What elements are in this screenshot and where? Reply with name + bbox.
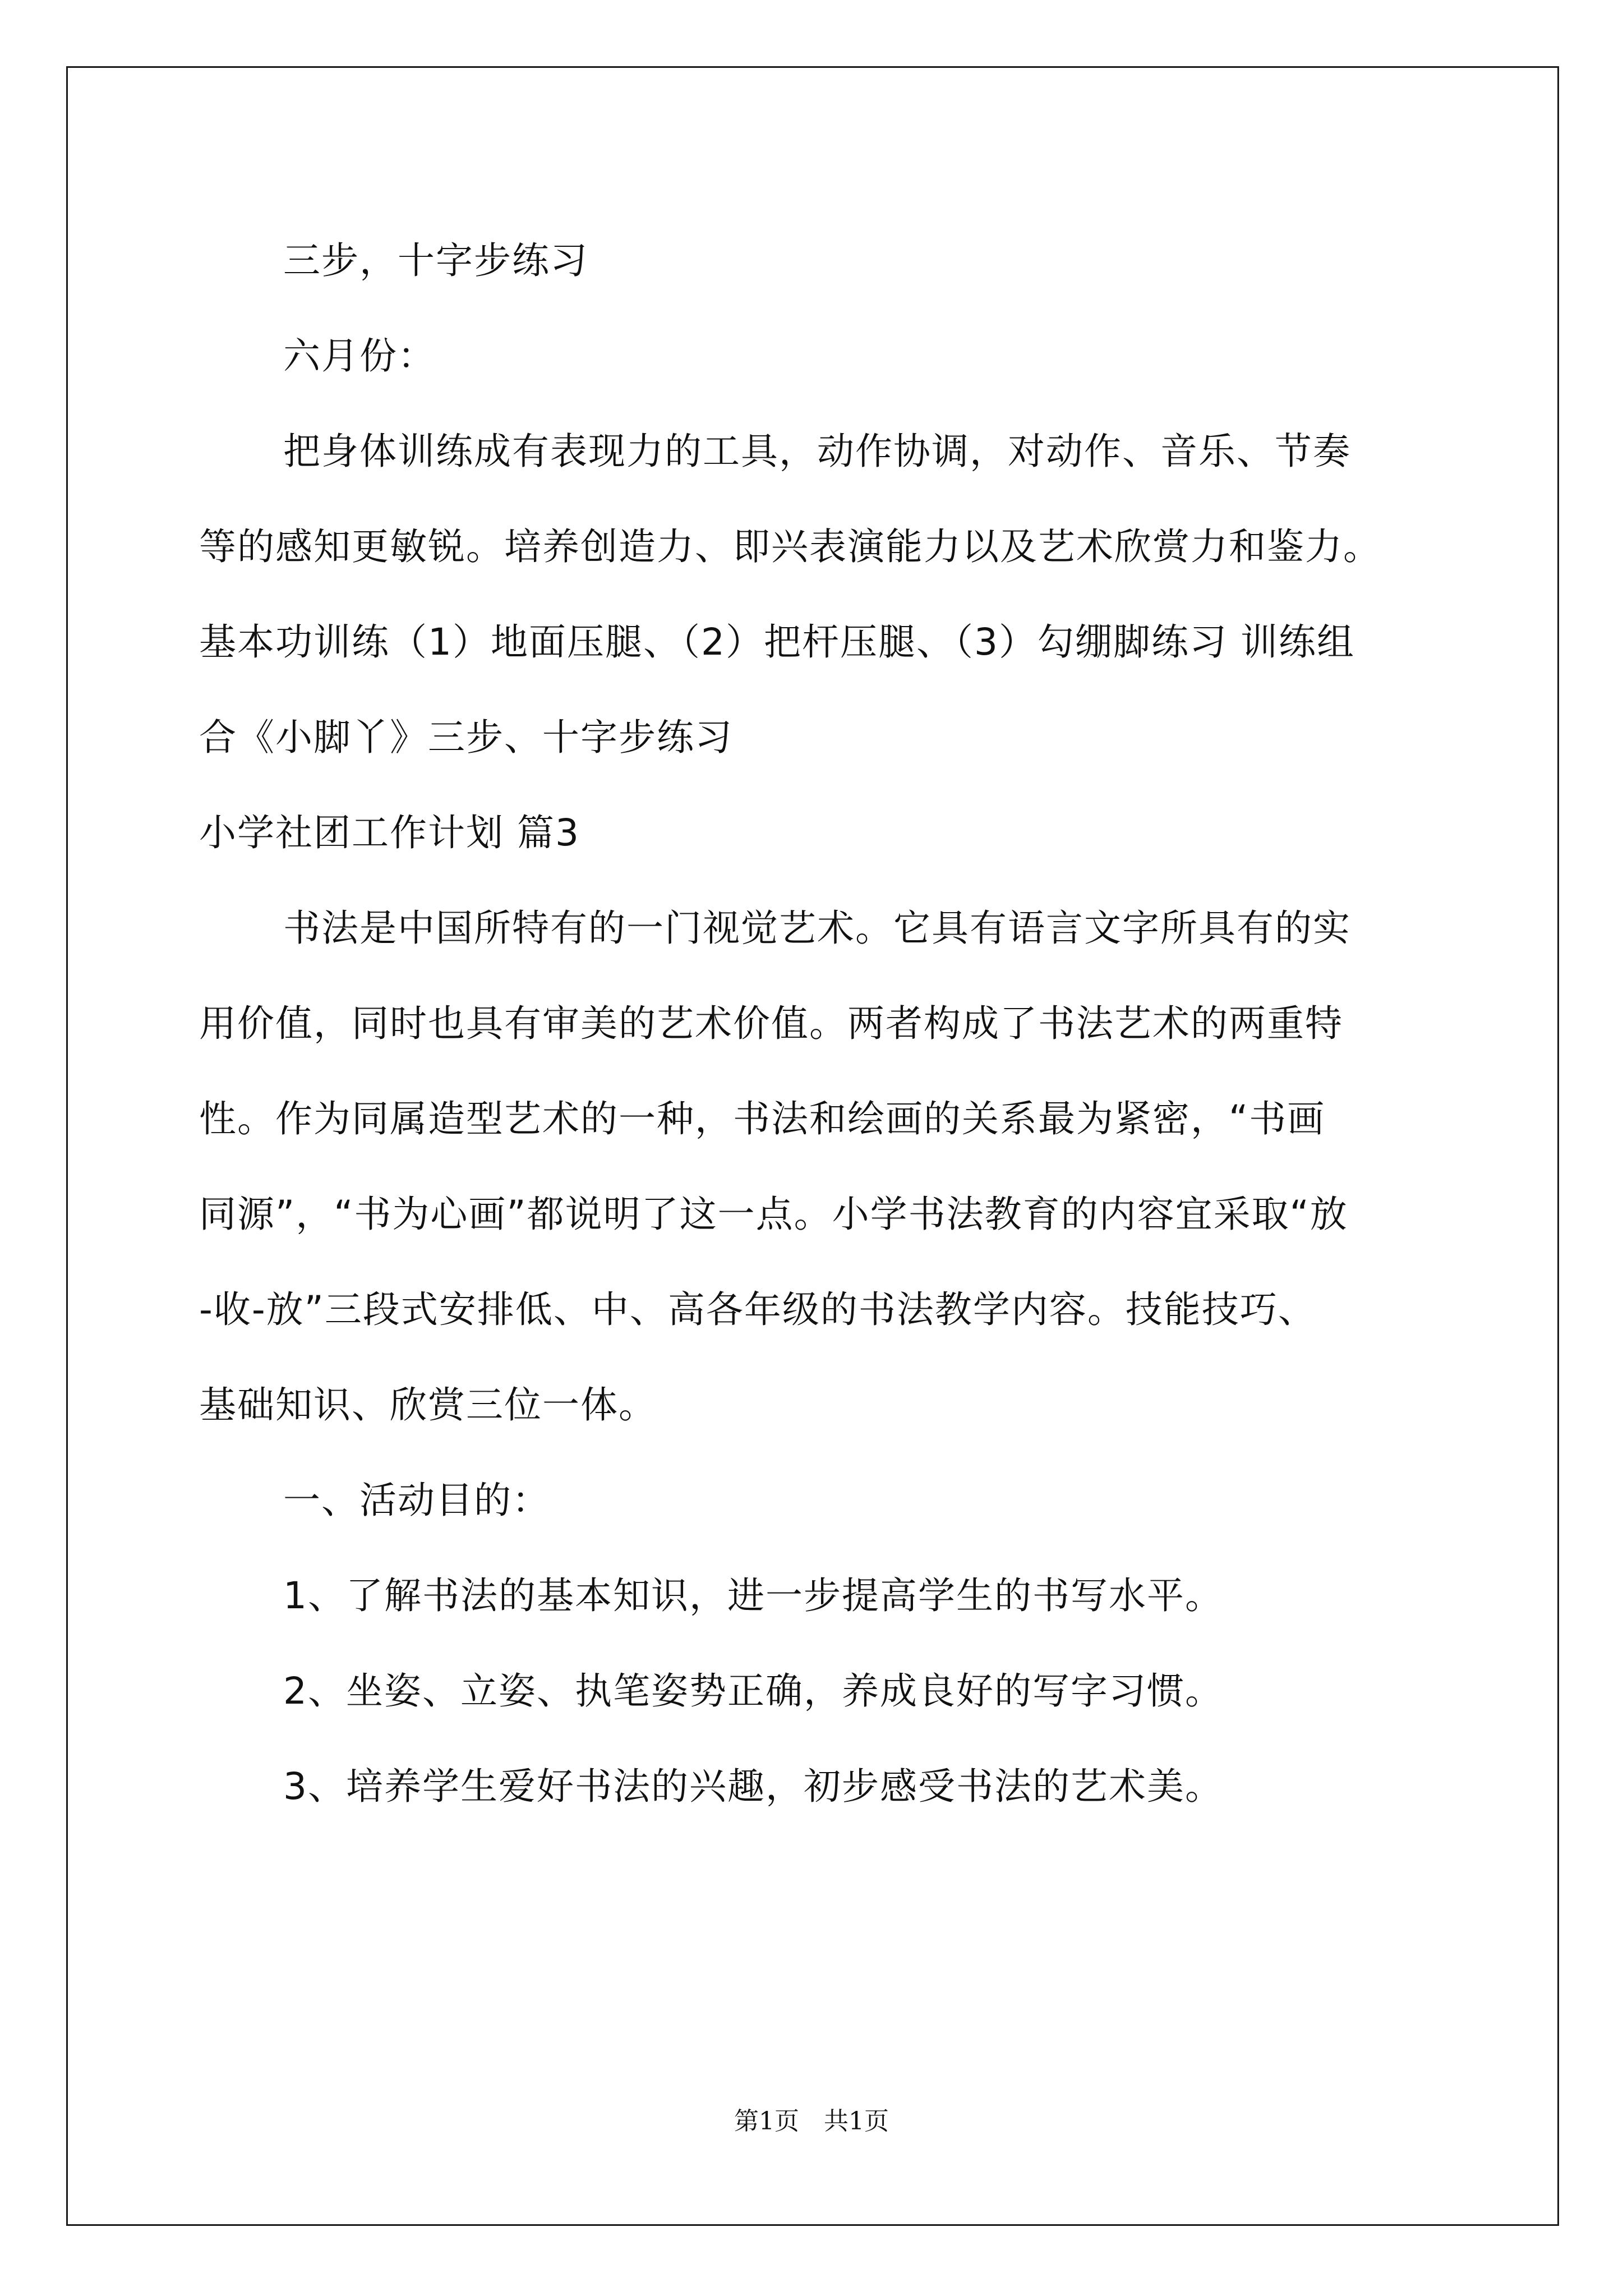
- paragraph-line: 一、活动目的：: [283, 1479, 550, 1522]
- paragraph-line: 合《小脚丫》三步、十字步练习: [199, 716, 733, 759]
- page-number-footer: 第1页 共1页: [734, 2107, 889, 2136]
- paragraph-line: 基本功训练（1）地面压腿、（2）把杆压腿、（3）勾绷脚练习 训练组: [199, 620, 1355, 664]
- paragraph-line: 同源”，“书为心画”都说明了这一点。小学书法教育的内容宜采取“放: [199, 1193, 1348, 1236]
- list-item: 1、了解书法的基本知识，进一步提高学生的书写水平。: [283, 1574, 1223, 1617]
- paragraph-line: 书法是中国所特有的一门视觉艺术。它具有语言文字所具有的实: [283, 907, 1351, 950]
- paragraph-line: 用价值，同时也具有审美的艺术价值。两者构成了书法艺术的两重特: [199, 1002, 1343, 1045]
- document-body: [199, 213, 1489, 1834]
- section-heading: 小学社团工作计划 篇3: [199, 811, 580, 854]
- paragraph-line: 性。作为同属造型艺术的一种，书法和绘画的关系最为紧密，“书画: [199, 1097, 1326, 1140]
- list-item: 3、培养学生爱好书法的兴趣，初步感受书法的艺术美。: [283, 1765, 1223, 1808]
- paragraph-line: 等的感知更敏锐。培养创造力、即兴表演能力以及艺术欣赏力和鉴力。: [199, 525, 1381, 568]
- paragraph-line: -收-放”三段式安排低、中、高各年级的书法教学内容。技能技巧、: [199, 1288, 1316, 1331]
- paragraph-line: 三步，十字步练习: [283, 239, 588, 282]
- paragraph-line: 基础知识、欣赏三位一体。: [199, 1383, 657, 1427]
- list-item: 2、坐姿、立姿、执笔姿势正确，养成良好的写字习惯。: [283, 1669, 1223, 1713]
- paragraph-line: 六月份：: [283, 334, 436, 378]
- paragraph-line: 把身体训练成有表现力的工具，动作协调，对动作、音乐、节奏: [283, 430, 1351, 473]
